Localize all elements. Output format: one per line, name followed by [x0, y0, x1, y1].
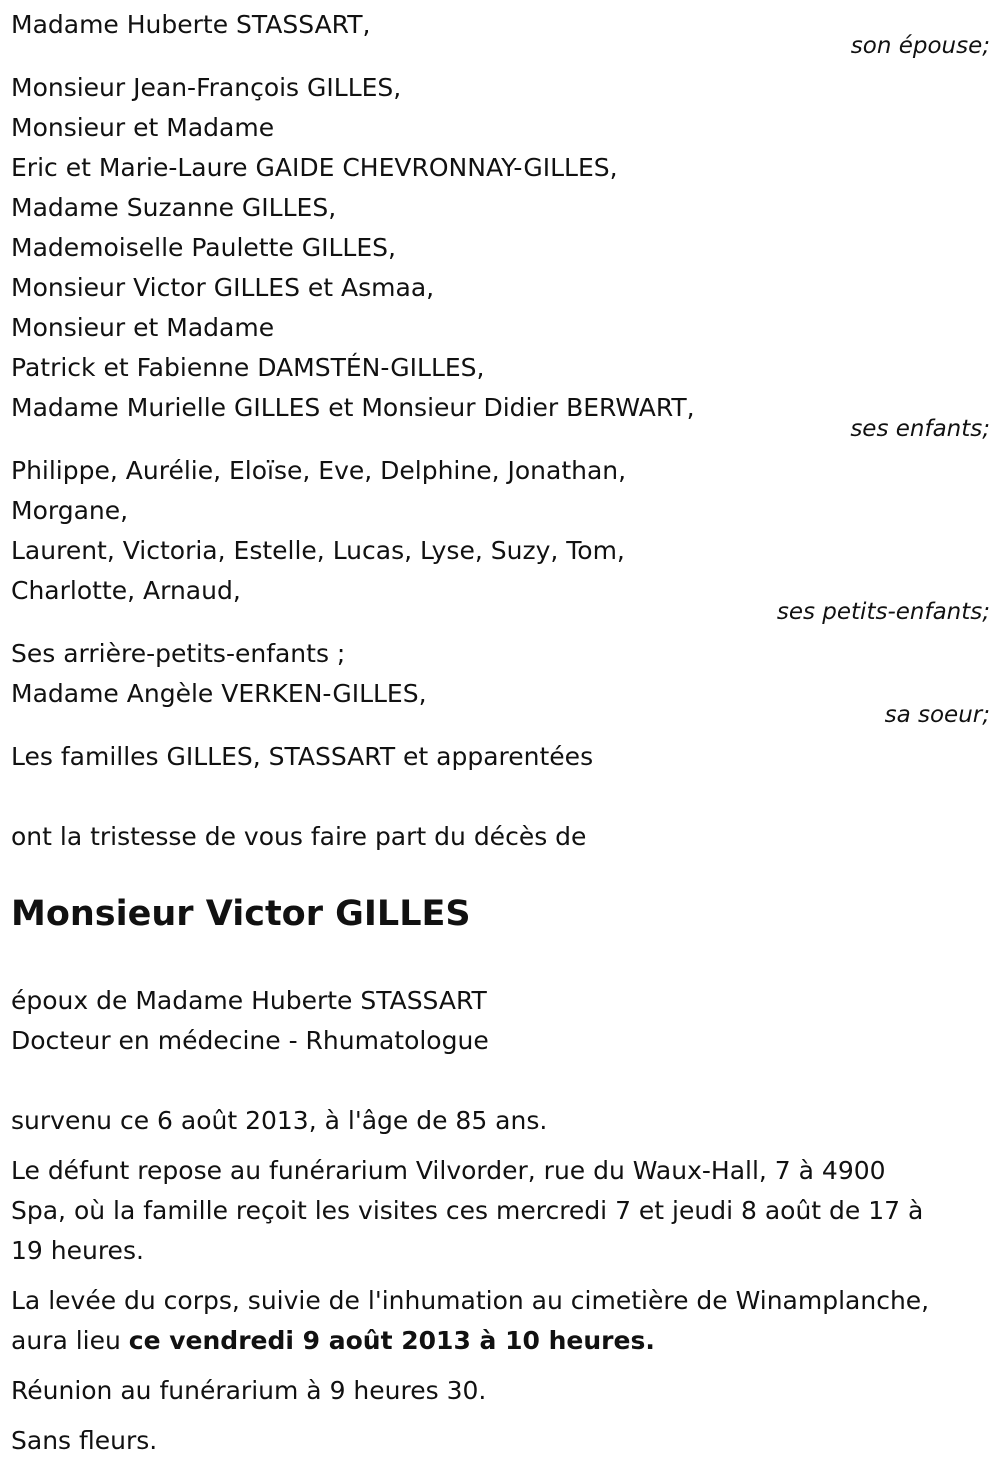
grandchild-line: Philippe, Aurélie, Eloïse, Eve, Delphine, Jonathan,	[11, 456, 627, 485]
families-line: Les familles GILLES, STASSART et apparentées	[11, 742, 594, 771]
ceremony-info	[11, 1281, 990, 1361]
child-line: Monsieur Jean-François GILLES,	[11, 73, 402, 102]
rest-info-line: 19 heures.	[11, 1236, 144, 1265]
great-grandchildren-line: Ses arrière-petits-enfants ;	[11, 639, 346, 668]
rest-info-line: Spa, où la famille reçoit les visites ces mercredi 7 et jeudi 8 août de 17 à	[11, 1196, 924, 1225]
child-line: Madame Suzanne GILLES,	[11, 193, 337, 222]
death-info: survenu ce 6 août 2013, à l'âge de 85 ans.	[11, 1106, 548, 1135]
flowers-info: Sans fleurs.	[11, 1426, 158, 1455]
ceremony-prefix: aura lieu	[11, 1326, 129, 1355]
child-line: Patrick et Fabienne DAMSTÉN-GILLES,	[11, 353, 485, 382]
child-line: Mademoiselle Paulette GILLES,	[11, 233, 396, 262]
child-line: Monsieur Victor GILLES et Asmaa,	[11, 273, 435, 302]
spouse-role: son épouse;	[850, 33, 990, 59]
children-section	[11, 68, 990, 441]
ceremony-line-2	[11, 1321, 990, 1361]
detail-profession: Docteur en médecine - Rhumatologue	[11, 1026, 489, 1055]
deceased-name: Monsieur Victor GILLES	[11, 894, 471, 934]
grandchild-line: Morgane,	[11, 496, 129, 525]
child-line: Monsieur et Madame	[11, 313, 275, 342]
meeting-info: Réunion au funérarium à 9 heures 30.	[11, 1376, 487, 1405]
ceremony-date-time: ce vendredi 9 août 2013 à 10 heures.	[128, 1326, 655, 1355]
sister-role: sa soeur;	[884, 702, 990, 728]
spouse-section	[11, 5, 990, 58]
child-line: Madame Murielle GILLES et Monsieur Didier BERWART,	[11, 393, 695, 422]
announcement-line: ont la tristesse de vous faire part du décès de	[11, 822, 587, 851]
rest-info-line: Le défunt repose au funérarium Vilvorder, rue du Waux-Hall, 7 à 4900	[11, 1156, 886, 1185]
grandchildren-section	[11, 451, 990, 624]
spacer	[11, 777, 990, 817]
child-line: Monsieur et Madame	[11, 113, 275, 142]
grandchildren-role: ses petits-enfants;	[776, 599, 990, 625]
spouse-name: Madame Huberte STASSART,	[11, 10, 371, 39]
ceremony-line: La levée du corps, suivie de l'inhumation au cimetière de Winamplanche,	[11, 1286, 930, 1315]
detail-spouse: époux de Madame Huberte STASSART	[11, 986, 487, 1015]
grandchild-line: Laurent, Victoria, Estelle, Lucas, Lyse, Suzy, Tom,	[11, 536, 625, 565]
child-line: Eric et Marie-Laure GAIDE CHEVRONNAY-GILLES,	[11, 153, 618, 182]
sister-name: Madame Angèle VERKEN-GILLES,	[11, 679, 427, 708]
grandchild-line: Charlotte, Arnaud,	[11, 576, 241, 605]
rest-info	[11, 1151, 990, 1271]
children-role: ses enfants;	[850, 416, 990, 442]
spacer	[11, 1061, 990, 1101]
sister-section	[11, 634, 990, 727]
